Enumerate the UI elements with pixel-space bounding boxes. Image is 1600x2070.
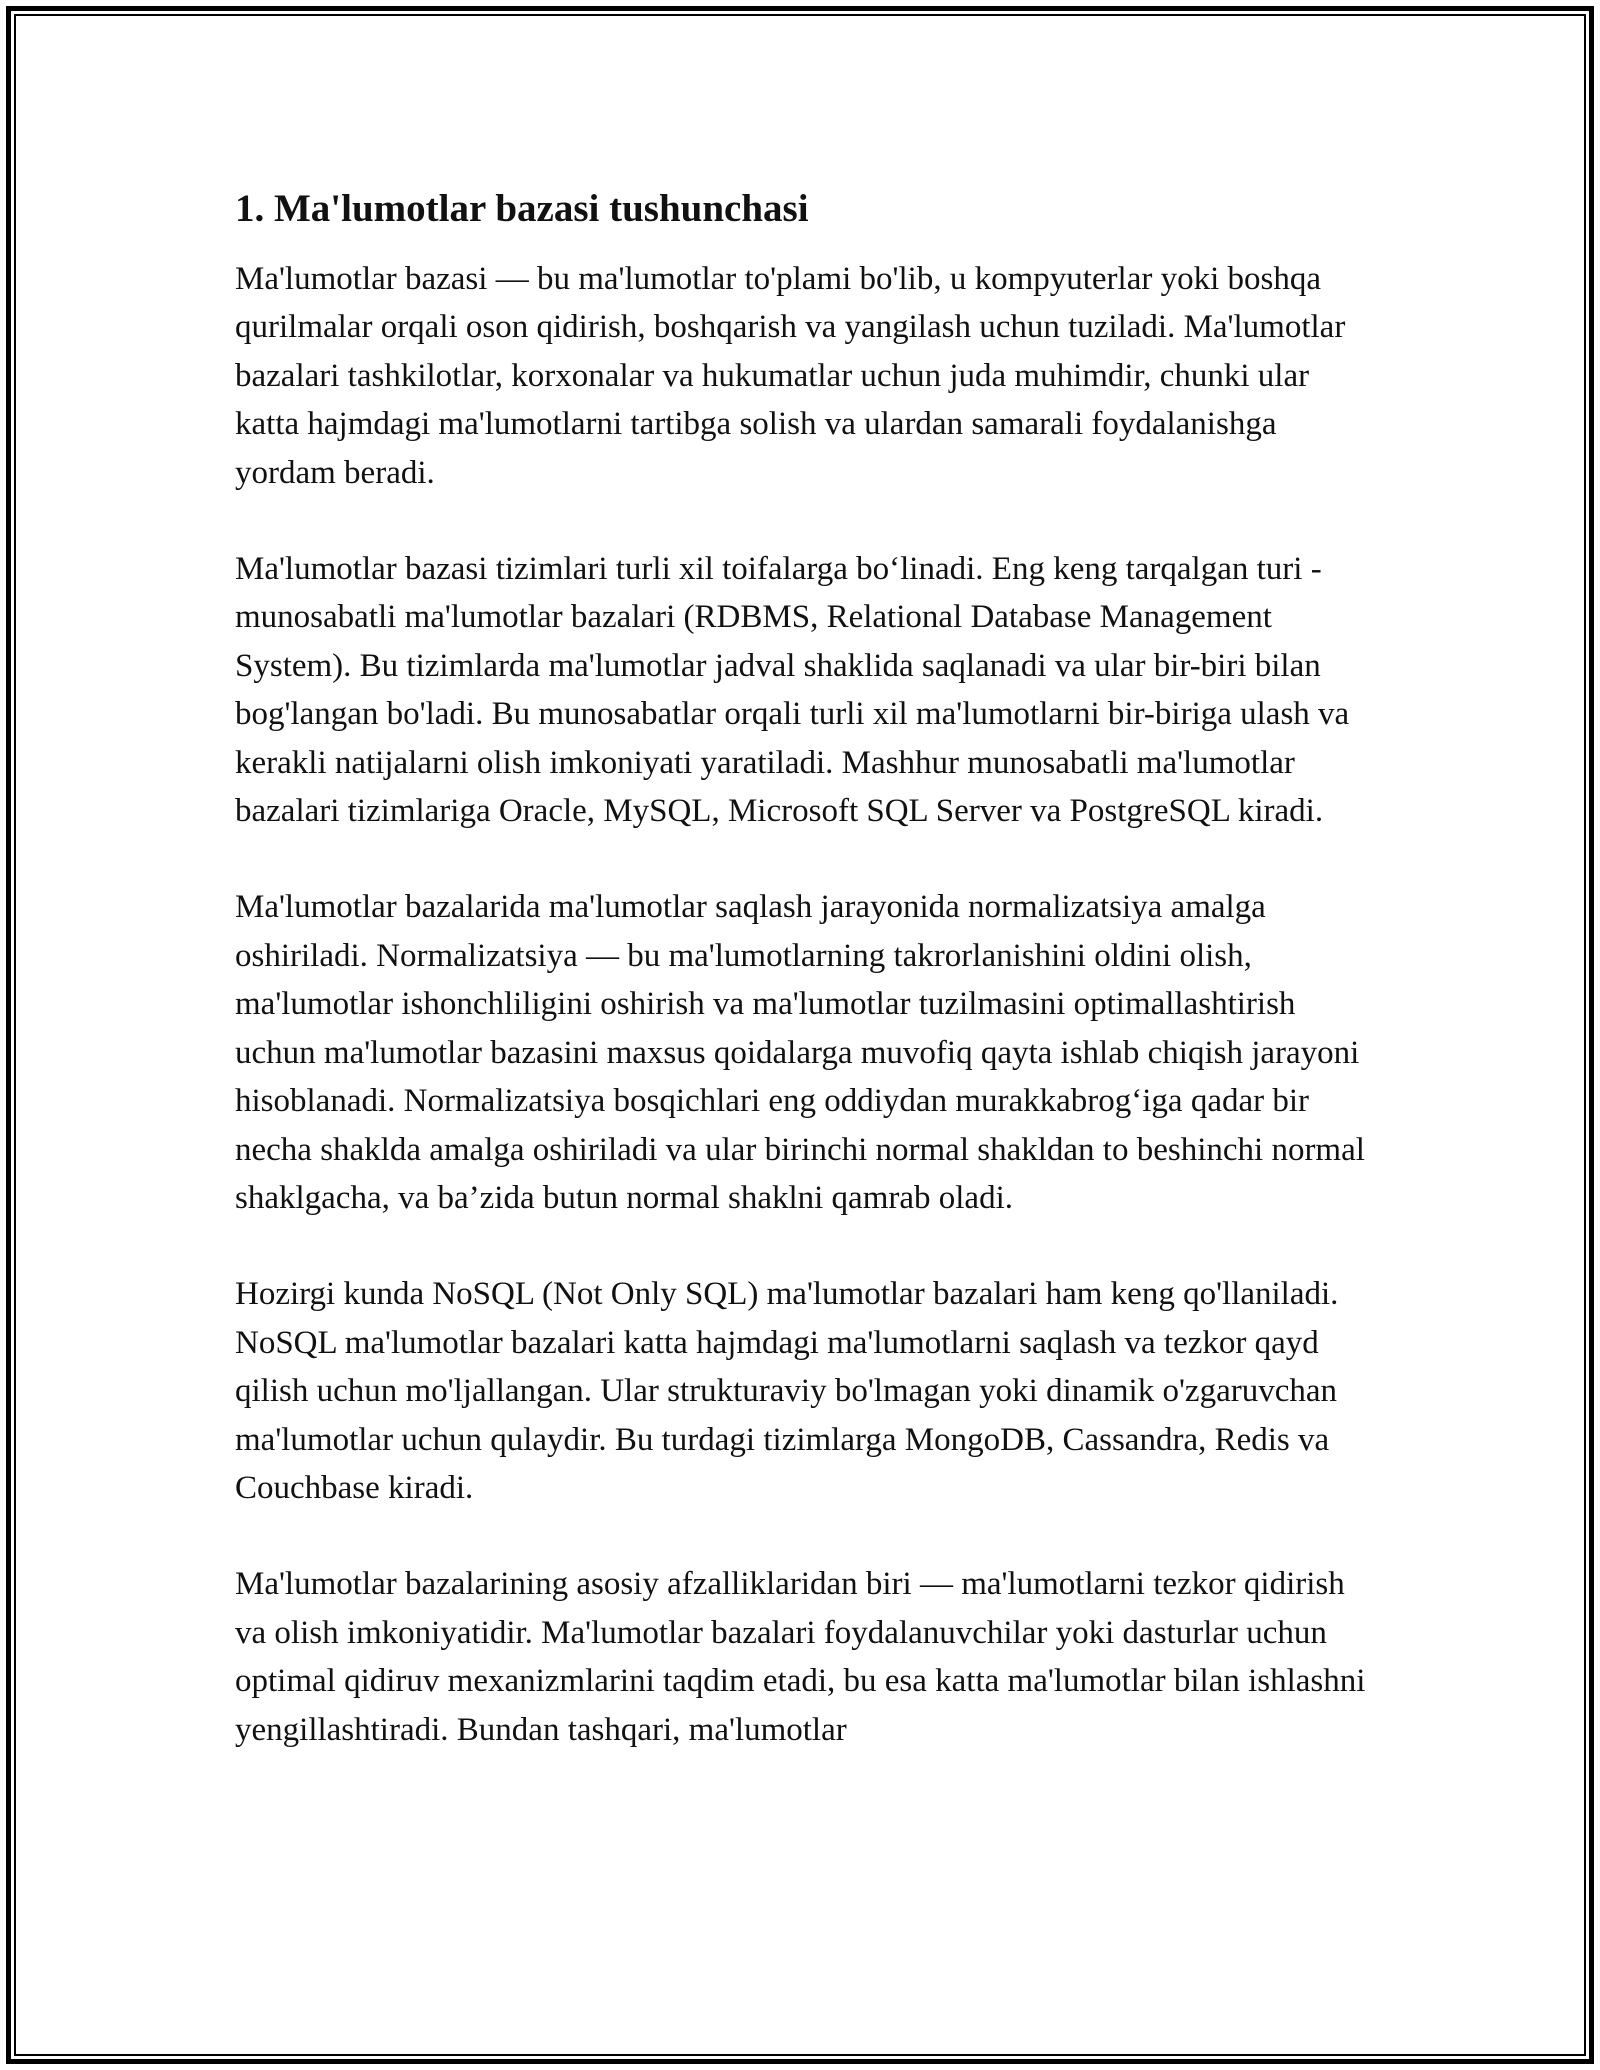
paragraph-5: Ma'lumotlar bazalarining asosiy afzalliklaridan biri — ma'lumotlarni tezkor qidirish va olish imkoniyatidir. Ma'lumotlar bazalari foydalanuvchilar yoki dasturlar uchun optimal qidiruv mexanizmlarini taqdim etadi, bu esa katta ma'lumotlar bilan ishlashni yengillashtiradi. Bundan tashqari, ma'lumotlar <box>235 1566 1366 1748</box>
paragraph-4: Hozirgi kunda NoSQL (Not Only SQL) ma'lumotlar bazalari ham keng qo'llaniladi. NoSQL ma'lumotlar bazalari katta hajmdagi ma'lumotlarni saqlash va tezkor qayd qilish uchun mo'ljallangan. Ular strukturaviy bo'lmagan yoki dinamik o'zgaruvchan ma'lumotlar uchun qulaydir. Bu turdagi tizimlarga MongoDB, Cassandra, Redis va Couchbase kiradi. <box>235 1276 1339 1506</box>
document-body <box>235 185 1375 1802</box>
paragraph-3: Ma'lumotlar bazalarida ma'lumotlar saqlash jarayonida normalizatsiya amalga oshiriladi. Normalizatsiya — bu ma'lumotlarning takrorlanishini oldini olish, ma'lumotlar ishonchliligini oshirish va ma'lumotlar tuzilmasini optimallashtirish uchun ma'lumotlar bazasini maxsus qoidalarga muvofiq qayta ishlab chiqish jarayoni hisoblanadi. Normalizatsiya bosqichlari eng oddiydan murakkabrog‘iga qadar bir necha shaklda amalga oshiriladi va ular birinchi normal shakldan to beshinchi normal shaklgacha, va ba’zida butun normal shaklni qamrab oladi. <box>235 889 1365 1216</box>
paragraph-1: Ma'lumotlar bazasi — bu ma'lumotlar to'plami bo'lib, u kompyuterlar yoki boshqa qurilmalar orqali oson qidirish, boshqarish va yangilash uchun tuziladi. Ma'lumotlar bazalari tashkilotlar, korxonalar va hukumatlar uchun juda muhimdir, chunki ular katta hajmdagi ma'lumotlarni tartibga solish va ulardan samarali foydalanishga yordam beradi. <box>235 261 1346 491</box>
paragraph-2: Ma'lumotlar bazasi tizimlari turli xil toifalarga bo‘linadi. Eng keng tarqalgan turi - munosabatli ma'lumotlar bazalari (RDBMS, Relational Database Management System). Bu tizimlarda ma'lumotlar jadval shaklida saqlanadi va ular bir-biri bilan bog'langan bo'ladi. Bu munosabatlar orqali turli xil ma'lumotlarni bir-biriga ulash va kerakli natijalarni olish imkoniyati yaratiladi. Mashhur munosabatli ma'lumotlar bazalari tizimlariga Oracle, MySQL, Microsoft SQL Server va PostgreSQL kiradi. <box>235 551 1350 830</box>
section-heading: 1. Ma'lumotlar bazasi tushunchasi <box>235 187 809 230</box>
